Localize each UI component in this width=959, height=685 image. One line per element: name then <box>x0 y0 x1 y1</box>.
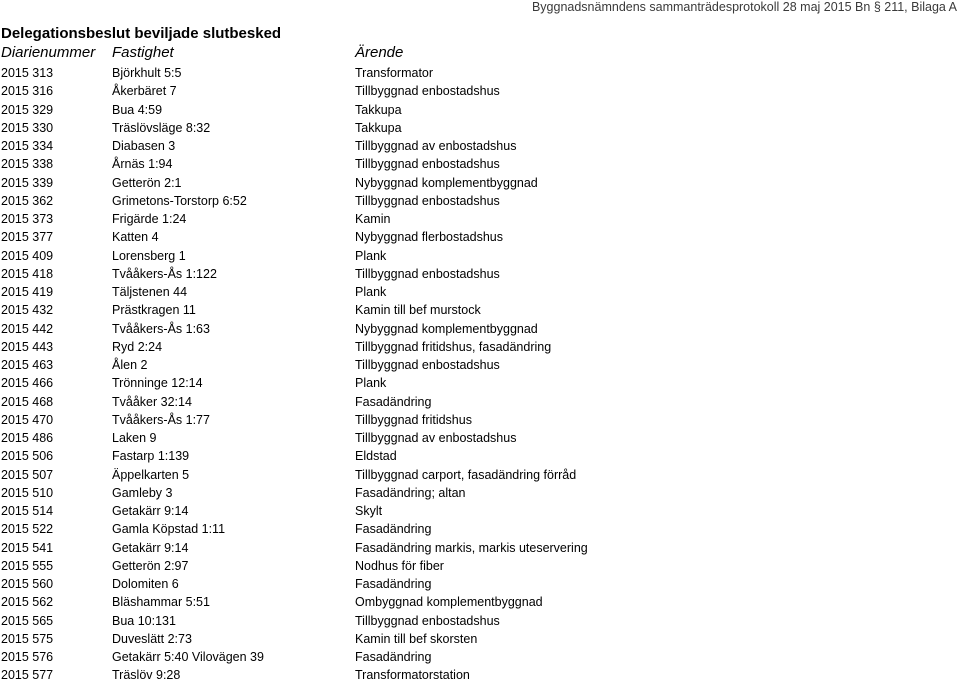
cell-fastighet: Katten 4 <box>112 230 159 245</box>
cell-diarienummer: 2015 442 <box>1 321 54 336</box>
cell-fastighet: Tvååkers-Ås 1:63 <box>112 321 210 336</box>
cell-arende: Transformatorstation <box>355 668 470 683</box>
table-row <box>0 520 959 538</box>
cell-diarienummer: 2015 463 <box>1 358 54 372</box>
cell-fastighet: Getakärr 9:14 <box>112 540 189 555</box>
cell-arende: Tillbyggnad enbostadshus <box>355 613 500 628</box>
cell-fastighet: Tvååker 32:14 <box>112 394 192 409</box>
table-row <box>0 283 959 301</box>
cell-diarienummer: 2015 338 <box>1 157 54 172</box>
table-row <box>0 155 959 173</box>
column-header-fastighet: Fastighet <box>112 44 174 61</box>
cell-diarienummer: 2015 514 <box>1 504 54 518</box>
cell-fastighet: Årnäs 1:94 <box>112 157 173 172</box>
table-row <box>0 174 959 192</box>
cell-arende: Tillbyggnad carport, fasadändring förråd <box>355 467 577 482</box>
cell-diarienummer: 2015 418 <box>1 266 54 281</box>
cell-fastighet: Fastarp 1:139 <box>112 449 190 464</box>
table-row <box>0 411 959 429</box>
table-row <box>0 356 959 374</box>
cell-fastighet: Täljstenen 44 <box>112 285 188 299</box>
cell-fastighet: Tvååkers-Ås 1:122 <box>112 266 217 281</box>
cell-arende: Fasadändring markis, markis uteservering <box>355 540 588 555</box>
cell-diarienummer: 2015 562 <box>1 595 54 610</box>
cell-diarienummer: 2015 432 <box>1 303 54 318</box>
table-row <box>0 228 959 246</box>
cell-fastighet: Träslövsläge 8:32 <box>112 120 211 135</box>
cell-diarienummer: 2015 373 <box>1 212 54 226</box>
cell-arende: Tillbyggnad fritidshus, fasadändring <box>355 339 552 354</box>
cell-arende: Plank <box>355 248 387 263</box>
cell-diarienummer: 2015 565 <box>1 613 54 628</box>
cell-fastighet: Bua 4:59 <box>112 102 163 117</box>
cell-fastighet: Gamleby 3 <box>112 485 173 500</box>
document-title: Delegationsbeslut beviljade slutbesked <box>1 25 282 42</box>
cell-diarienummer: 2015 339 <box>1 175 54 190</box>
table-row <box>0 393 959 411</box>
table-row <box>0 64 959 82</box>
cell-diarienummer: 2015 576 <box>1 650 54 664</box>
cell-diarienummer: 2015 362 <box>1 193 54 208</box>
cell-fastighet: Träslöv 9:28 <box>112 668 181 683</box>
table-row <box>0 338 959 356</box>
cell-diarienummer: 2015 419 <box>1 285 54 299</box>
cell-fastighet: Bua 10:131 <box>112 613 176 628</box>
column-header-diarienummer: Diarienummer <box>1 44 96 61</box>
cell-fastighet: Äppelkarten 5 <box>112 467 190 482</box>
cell-diarienummer: 2015 507 <box>1 467 54 482</box>
cell-diarienummer: 2015 522 <box>1 522 54 537</box>
table-row <box>0 374 959 392</box>
cell-diarienummer: 2015 466 <box>1 376 54 391</box>
cell-diarienummer: 2015 468 <box>1 394 54 409</box>
table-row <box>0 593 959 611</box>
cell-arende: Kamin till bef murstock <box>355 303 481 318</box>
table-row <box>0 539 959 557</box>
table-row <box>0 612 959 630</box>
cell-arende: Fasadändring <box>355 650 432 664</box>
cell-diarienummer: 2015 330 <box>1 120 54 135</box>
cell-fastighet: Grimetons-Torstorp 6:52 <box>112 193 247 208</box>
table-row <box>0 502 959 520</box>
cell-arende: Tillbyggnad enbostadshus <box>355 358 500 372</box>
cell-arende: Nybyggnad flerbostadshus <box>355 230 504 245</box>
cell-arende: Transformator <box>355 66 434 80</box>
cell-diarienummer: 2015 510 <box>1 485 54 500</box>
cell-diarienummer: 2015 316 <box>1 84 54 99</box>
cell-arende: Fasadändring <box>355 394 432 409</box>
table-row <box>0 666 959 684</box>
cell-fastighet: Getakärr 9:14 <box>112 504 189 518</box>
cell-diarienummer: 2015 577 <box>1 668 54 683</box>
cell-diarienummer: 2015 377 <box>1 230 54 245</box>
cell-arende: Tillbyggnad enbostadshus <box>355 266 500 281</box>
cell-fastighet: Björkhult 5:5 <box>112 66 182 80</box>
cell-arende: Takkupa <box>355 102 402 117</box>
cell-arende: Kamin till bef skorsten <box>355 631 478 646</box>
cell-fastighet: Getterön 2:97 <box>112 558 189 573</box>
cell-fastighet: Getterön 2:1 <box>112 175 182 190</box>
cell-diarienummer: 2015 506 <box>1 449 54 464</box>
cell-arende: Fasadändring; altan <box>355 485 466 500</box>
cell-arende: Eldstad <box>355 449 397 464</box>
cell-fastighet: Laken 9 <box>112 431 157 445</box>
table-row <box>0 82 959 100</box>
table-row <box>0 648 959 666</box>
cell-arende: Tillbyggnad enbostadshus <box>355 157 500 172</box>
cell-fastighet: Duveslätt 2:73 <box>112 631 192 646</box>
cell-diarienummer: 2015 470 <box>1 412 54 427</box>
table-row <box>0 192 959 210</box>
cell-arende: Ombyggnad komplementbyggnad <box>355 595 543 610</box>
cell-fastighet: Ålen 2 <box>112 358 148 372</box>
cell-fastighet: Prästkragen 11 <box>112 303 196 318</box>
table-row <box>0 447 959 465</box>
table-row <box>0 119 959 137</box>
cell-diarienummer: 2015 443 <box>1 339 54 354</box>
cell-fastighet: Ryd 2:24 <box>112 339 163 354</box>
cell-arende: Nodhus för fiber <box>355 558 444 573</box>
column-headers <box>0 44 959 64</box>
cell-fastighet: Dolomiten 6 <box>112 577 179 591</box>
cell-fastighet: Åkerbäret 7 <box>112 84 177 99</box>
cell-fastighet: Tvååkers-Ås 1:77 <box>112 412 210 427</box>
cell-arende: Tillbyggnad enbostadshus <box>355 193 500 208</box>
cell-arende: Kamin <box>355 212 391 226</box>
cell-fastighet: Getakärr 5:40 Vilovägen 39 <box>112 650 264 664</box>
cell-fastighet: Lorensberg 1 <box>112 248 186 263</box>
cell-fastighet: Trönninge 12:14 <box>112 376 203 391</box>
cell-diarienummer: 2015 555 <box>1 558 54 573</box>
cell-fastighet: Diabasen 3 <box>112 139 176 153</box>
cell-diarienummer: 2015 575 <box>1 631 54 646</box>
cell-diarienummer: 2015 486 <box>1 431 54 445</box>
cell-arende: Plank <box>355 285 387 299</box>
table-row <box>0 210 959 228</box>
cell-fastighet: Bläshammar 5:51 <box>112 595 210 610</box>
table-row <box>0 484 959 502</box>
table-row <box>0 265 959 283</box>
cell-diarienummer: 2015 334 <box>1 139 54 153</box>
table-row <box>0 575 959 593</box>
cell-diarienummer: 2015 541 <box>1 540 54 555</box>
cell-diarienummer: 2015 329 <box>1 102 54 117</box>
table-row <box>0 466 959 484</box>
cell-arende: Takkupa <box>355 120 402 135</box>
cell-fastighet: Frigärde 1:24 <box>112 212 187 226</box>
cell-arende: Nybyggnad komplementbyggnad <box>355 321 538 336</box>
table-row <box>0 429 959 447</box>
table-row <box>0 557 959 575</box>
table-row <box>0 320 959 338</box>
cell-arende: Tillbyggnad av enbostadshus <box>355 431 517 445</box>
cell-diarienummer: 2015 560 <box>1 577 54 591</box>
cell-fastighet: Gamla Köpstad 1:11 <box>112 522 226 537</box>
cell-arende: Skylt <box>355 504 383 518</box>
protocol-header-note: Byggnadsnämndens sammanträdesprotokoll 28 maj 2015 Bn § 211, Bilaga A <box>531 0 957 14</box>
cell-arende: Tillbyggnad fritidshus <box>355 412 472 427</box>
cell-diarienummer: 2015 409 <box>1 248 54 263</box>
table-row <box>0 101 959 119</box>
cell-arende: Plank <box>355 376 387 391</box>
cell-arende: Fasadändring <box>355 577 432 591</box>
table-row <box>0 630 959 648</box>
cell-arende: Tillbyggnad enbostadshus <box>355 84 500 99</box>
decision-list <box>0 64 959 685</box>
cell-arende: Tillbyggnad av enbostadshus <box>355 139 517 153</box>
table-row <box>0 247 959 265</box>
table-row <box>0 137 959 155</box>
table-row <box>0 301 959 319</box>
cell-arende: Fasadändring <box>355 522 432 537</box>
cell-diarienummer: 2015 313 <box>1 66 54 80</box>
column-header-arende: Ärende <box>355 44 404 61</box>
cell-arende: Nybyggnad komplementbyggnad <box>355 175 538 190</box>
